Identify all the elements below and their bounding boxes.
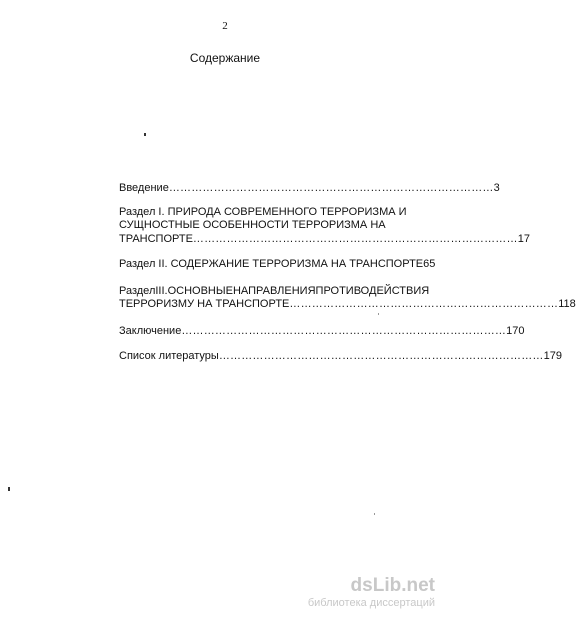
toc-line <box>119 182 500 196</box>
toc-entry-conclusion[interactable] <box>119 324 525 339</box>
toc-entry-section-1[interactable] <box>119 205 530 247</box>
page-ref: 170 <box>506 324 525 337</box>
title-word: НАПРАВЛЕНИЯ <box>232 284 316 297</box>
scan-mark <box>374 513 375 515</box>
page-ref: 179 <box>543 350 562 362</box>
toc-entry-section-2[interactable] <box>119 258 436 272</box>
scan-mark <box>8 487 10 491</box>
watermark <box>308 576 435 610</box>
entry-title-line-1 <box>119 284 430 299</box>
watermark-logo: dsLib.net <box>350 575 435 596</box>
entry-title-line-2: ТЕРРОРИЗМУ НА ТРАНСПОРТЕ <box>119 298 290 310</box>
entry-title-line-2: СУЩНОСТНЫЕ ОСОБЕННОСТИ ТЕРРОРИЗМА НА <box>119 219 386 231</box>
dot-leader: ……………………………………………………………… <box>289 298 559 310</box>
entry-title: Раздел II. СОДЕРЖАНИЕ ТЕРРОРИЗМА НА ТРАНСПОРТЕ <box>119 258 424 270</box>
entry-title: Список литературы <box>119 350 219 362</box>
page-ref: 17 <box>517 232 530 245</box>
toc-entry-introduction[interactable] <box>119 182 500 196</box>
watermark-subtitle: библиотека диссертаций <box>307 597 435 609</box>
title-word: ПРОТИВОДЕЙСТВИЯ <box>315 284 430 297</box>
table-of-contents <box>119 182 576 364</box>
scan-mark <box>144 133 146 136</box>
entry-title-line-3: ТРАНСПОРТЕ <box>119 232 193 245</box>
page-number: 2 <box>222 20 228 32</box>
title-word: ОСНОВНЫЕ <box>167 284 233 297</box>
entry-title-line-1: Раздел I. ПРИРОДА СОВРЕМЕННОГО ТЕРРОРИЗМА И <box>119 205 407 218</box>
dot-leader: …………………………………………………………………………… <box>218 350 544 362</box>
toc-line <box>119 350 562 364</box>
entry-title: Введение <box>119 182 169 194</box>
toc-line <box>119 324 525 339</box>
title-word: III. <box>155 284 168 297</box>
page-ref: 65 <box>423 258 436 270</box>
dot-leader: …………………………………………………………………………… <box>168 182 494 194</box>
title-word: Раздел <box>119 284 156 297</box>
entry-title: Заключение <box>119 324 182 337</box>
page-ref: 3 <box>493 182 500 194</box>
dot-leader: …………………………………………………………………………… <box>181 324 507 337</box>
toc-line <box>119 258 436 272</box>
toc-line <box>119 298 576 312</box>
toc-title: Содержание <box>189 51 261 65</box>
toc-entry-references[interactable] <box>119 350 562 364</box>
toc-entry-section-3[interactable] <box>119 284 576 312</box>
toc-line <box>119 232 530 247</box>
dot-leader: …………………………………………………………………………… <box>192 232 518 245</box>
page-ref: 118 <box>558 298 576 310</box>
